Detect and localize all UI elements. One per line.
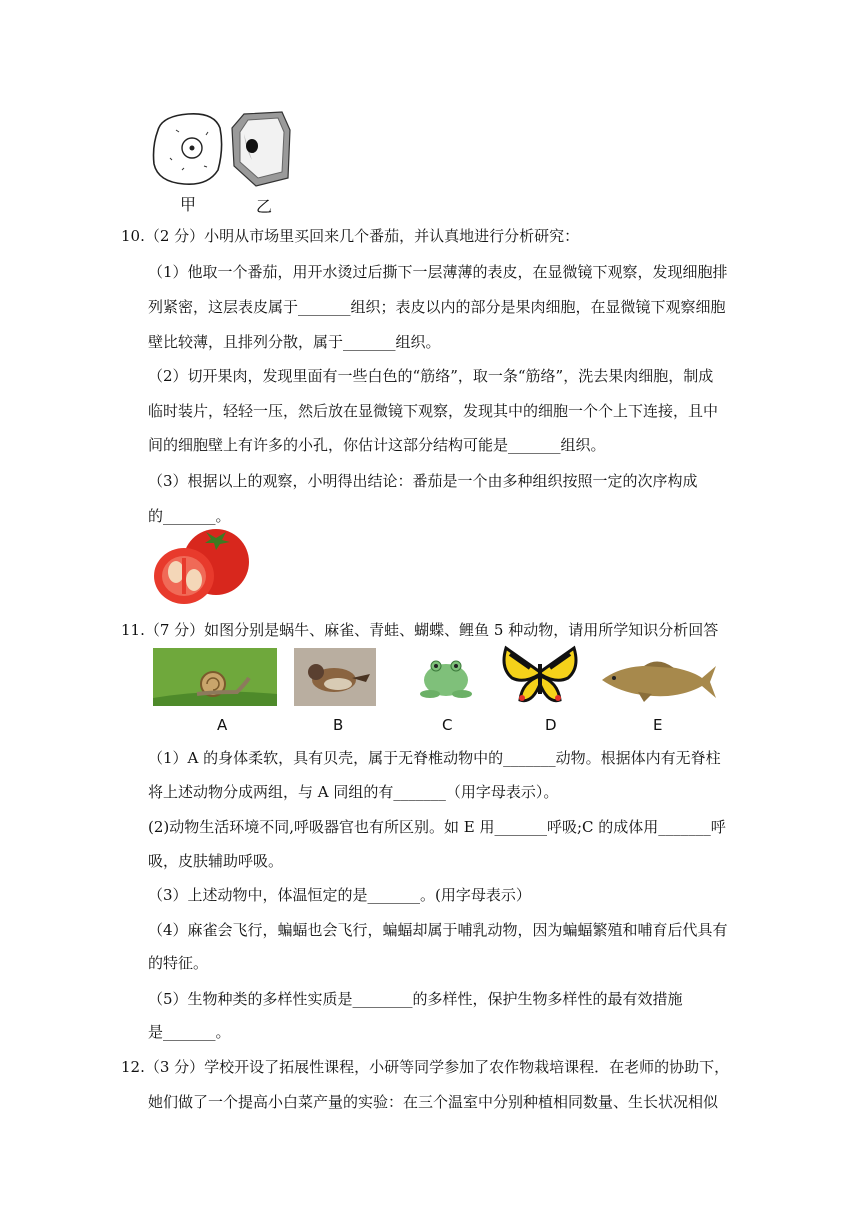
q12-line2: 她们做了一个提高小白菜产量的实验：在三个温室中分别种植相同数量、生长状况相似 xyxy=(148,1093,719,1111)
q11-p2-line2: 吸，皮肤辅助呼吸。 xyxy=(148,852,284,870)
q10-p1-line2: 列紧密，这层表皮属于_______组织；表皮以内的部分是果肉细胞，在显微镜下观察细胞 xyxy=(148,298,726,316)
q10-p1-line1: （1）他取一个番茄，用开水烫过后撕下一层薄薄的表皮，在显微镜下观察，发现细胞排 xyxy=(148,263,728,281)
animal-photo-e xyxy=(598,654,718,704)
sparrow-photo-icon xyxy=(294,648,376,706)
q10-p3-line2: 的_______。 xyxy=(148,507,231,525)
q11-p1-line2: 将上述动物分成两组，与 A 同组的有_______（用字母表示）。 xyxy=(148,783,559,801)
animal-photo-b xyxy=(294,648,376,706)
q10-p2-line1: （2）切开果肉，发现里面有一些白色的“筋络”，取一条“筋络”，洗去果肉细胞，制成 xyxy=(148,367,714,385)
animal-label-d: D xyxy=(545,716,557,734)
carp-photo-icon xyxy=(598,654,718,704)
animal-label-e: E xyxy=(653,716,663,734)
q11-p1-line1: （1）A 的身体柔软，具有贝壳，属于无脊椎动物中的_______动物。根据体内有无脊柱 xyxy=(148,749,721,767)
frog-photo-icon xyxy=(410,650,484,706)
q12-stem: 12.（3 分）学校开设了拓展性课程，小研等同学参加了农作物栽培课程．在老师的协助下， xyxy=(121,1058,730,1076)
q11-p5-line2: 是_______。 xyxy=(148,1023,231,1041)
animal-label-a: A xyxy=(217,716,228,734)
q11-p4-line2: 的特征。 xyxy=(148,954,209,972)
animal-label-c: C xyxy=(442,716,453,734)
butterfly-photo-icon xyxy=(500,644,580,708)
q10-p2-line3: 间的细胞壁上有许多的小孔，你估计这部分结构可能是_______组织。 xyxy=(148,436,606,454)
cell-label-jia: 甲 xyxy=(180,197,197,214)
snail-photo-icon xyxy=(153,648,277,706)
animal-photo-c xyxy=(410,650,484,706)
q11-p3-line1: （3）上述动物中，体温恒定的是_______。(用字母表示） xyxy=(148,886,531,904)
animal-photo-d xyxy=(500,644,580,708)
tomato-image xyxy=(150,522,254,608)
q10-p3-line1: （3）根据以上的观察，小明得出结论：番茄是一个由多种组织按照一定的次序构成 xyxy=(148,472,698,490)
q11-p2-line1: (2)动物生活环境不同,呼吸器官也有所区别。如 E 用_______呼吸;C 的成体用_______呼 xyxy=(148,818,726,836)
q11-p4-line1: （4）麻雀会飞行，蝙蝠也会飞行，蝙蝠却属于哺乳动物，因为蝙蝠繁殖和哺育后代具有 xyxy=(148,921,728,939)
q10-stem: 10.（2 分）小明从市场里买回来几个番茄，并认真地进行分析研究： xyxy=(121,227,580,245)
animal-label-b: B xyxy=(333,716,344,734)
animal-photo-a xyxy=(153,648,277,706)
cell-diagram-image xyxy=(148,108,308,188)
q10-p2-line2: 临时装片，轻轻一压，然后放在显微镜下观察，发现其中的细胞一个个上下连接，且中 xyxy=(148,402,719,420)
q11-stem: 11.（7 分）如图分别是蜗牛、麻雀、青蛙、蝴蝶、鲤鱼 5 种动物，请用所学知识分析回答 xyxy=(121,621,719,639)
q11-p5-line1: （5）生物种类的多样性实质是________的多样性，保护生物多样性的最有效措施 xyxy=(148,990,683,1008)
cell-label-yi: 乙 xyxy=(256,199,273,216)
cell-figure xyxy=(148,108,308,216)
q10-p1-line3: 壁比较薄，且排列分散，属于_______组织。 xyxy=(148,333,441,351)
